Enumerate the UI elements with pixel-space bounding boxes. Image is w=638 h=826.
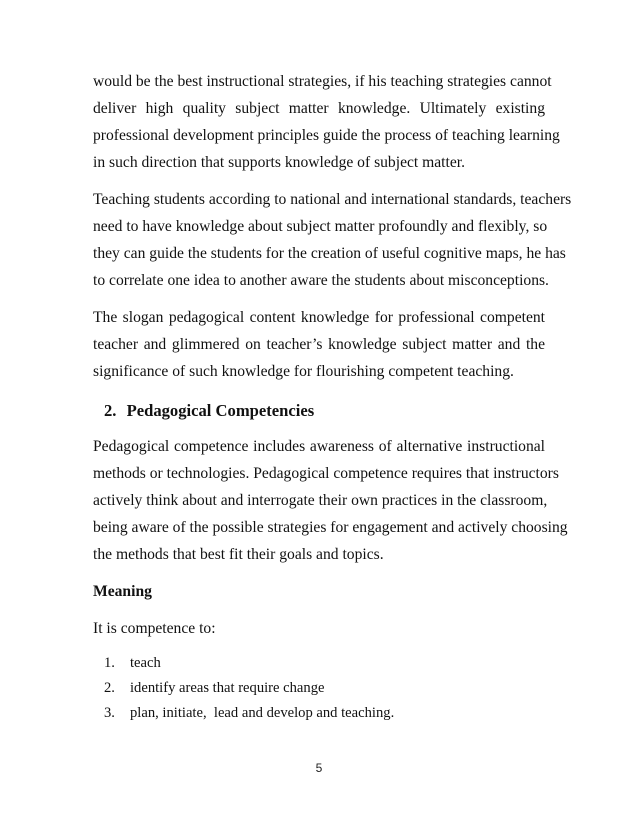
section-title: Pedagogical Competencies: [126, 401, 315, 420]
text-line: Teaching students according to national and international standards, teachers: [93, 191, 572, 208]
competence-list: [93, 651, 545, 726]
list-item: [104, 676, 545, 701]
text-line: methods or technologies. Pedagogical competence requires that instructors: [93, 465, 559, 482]
list-item-text: identify areas that require change: [130, 680, 325, 696]
text-line: actively think about and interrogate their own practices in the classroom,: [93, 492, 548, 509]
text-line: professional development principles guide the process of teaching learning: [93, 127, 560, 144]
text-line: significance of such knowledge for flourishing competent teaching.: [93, 363, 514, 380]
text-line: to correlate one idea to another aware the students about misconceptions.: [93, 272, 549, 289]
section-heading: [104, 397, 545, 425]
list-item: [104, 701, 545, 726]
text-line: the methods that best fit their goals and topics.: [93, 546, 384, 563]
text-line: Pedagogical competence includes awareness of alternative instructional: [93, 438, 545, 455]
text-line: in such direction that supports knowledge of subject matter.: [93, 154, 466, 171]
list-item-text: teach: [130, 655, 161, 671]
page-content: [93, 68, 572, 726]
paragraph-strategies: [93, 68, 560, 176]
text-line: being aware of the possible strategies for engagement and actively choosing: [93, 519, 568, 536]
list-item-number: 3.: [104, 705, 115, 721]
text-line: they can guide the students for the creation of useful cognitive maps, he has: [93, 245, 566, 262]
meaning-heading: Meaning: [93, 583, 152, 600]
paragraph-pedagogical-competence: [93, 433, 568, 568]
list-item-number: 2.: [104, 680, 115, 696]
text-line: teacher and glimmered on teacher’s knowledge subject matter and the: [93, 336, 545, 353]
text-line: would be the best instructional strategies, if his teaching strategies cannot: [93, 73, 552, 90]
paragraph-standards: [93, 186, 572, 294]
list-item-number: 1.: [104, 655, 115, 671]
text-line: The slogan pedagogical content knowledge for professional competent: [93, 309, 545, 326]
competence-intro: It is competence to:: [93, 620, 216, 637]
list-item-text: plan, initiate, lead and develop and teaching.: [130, 705, 395, 721]
section-number: 2.: [104, 401, 117, 420]
list-item: [104, 651, 545, 676]
paragraph-slogan: [93, 304, 545, 385]
page-number: 5: [315, 761, 323, 775]
text-line: need to have knowledge about subject matter profoundly and flexibly, so: [93, 218, 548, 235]
text-line: deliver high quality subject matter knowledge. Ultimately existing: [93, 100, 545, 117]
